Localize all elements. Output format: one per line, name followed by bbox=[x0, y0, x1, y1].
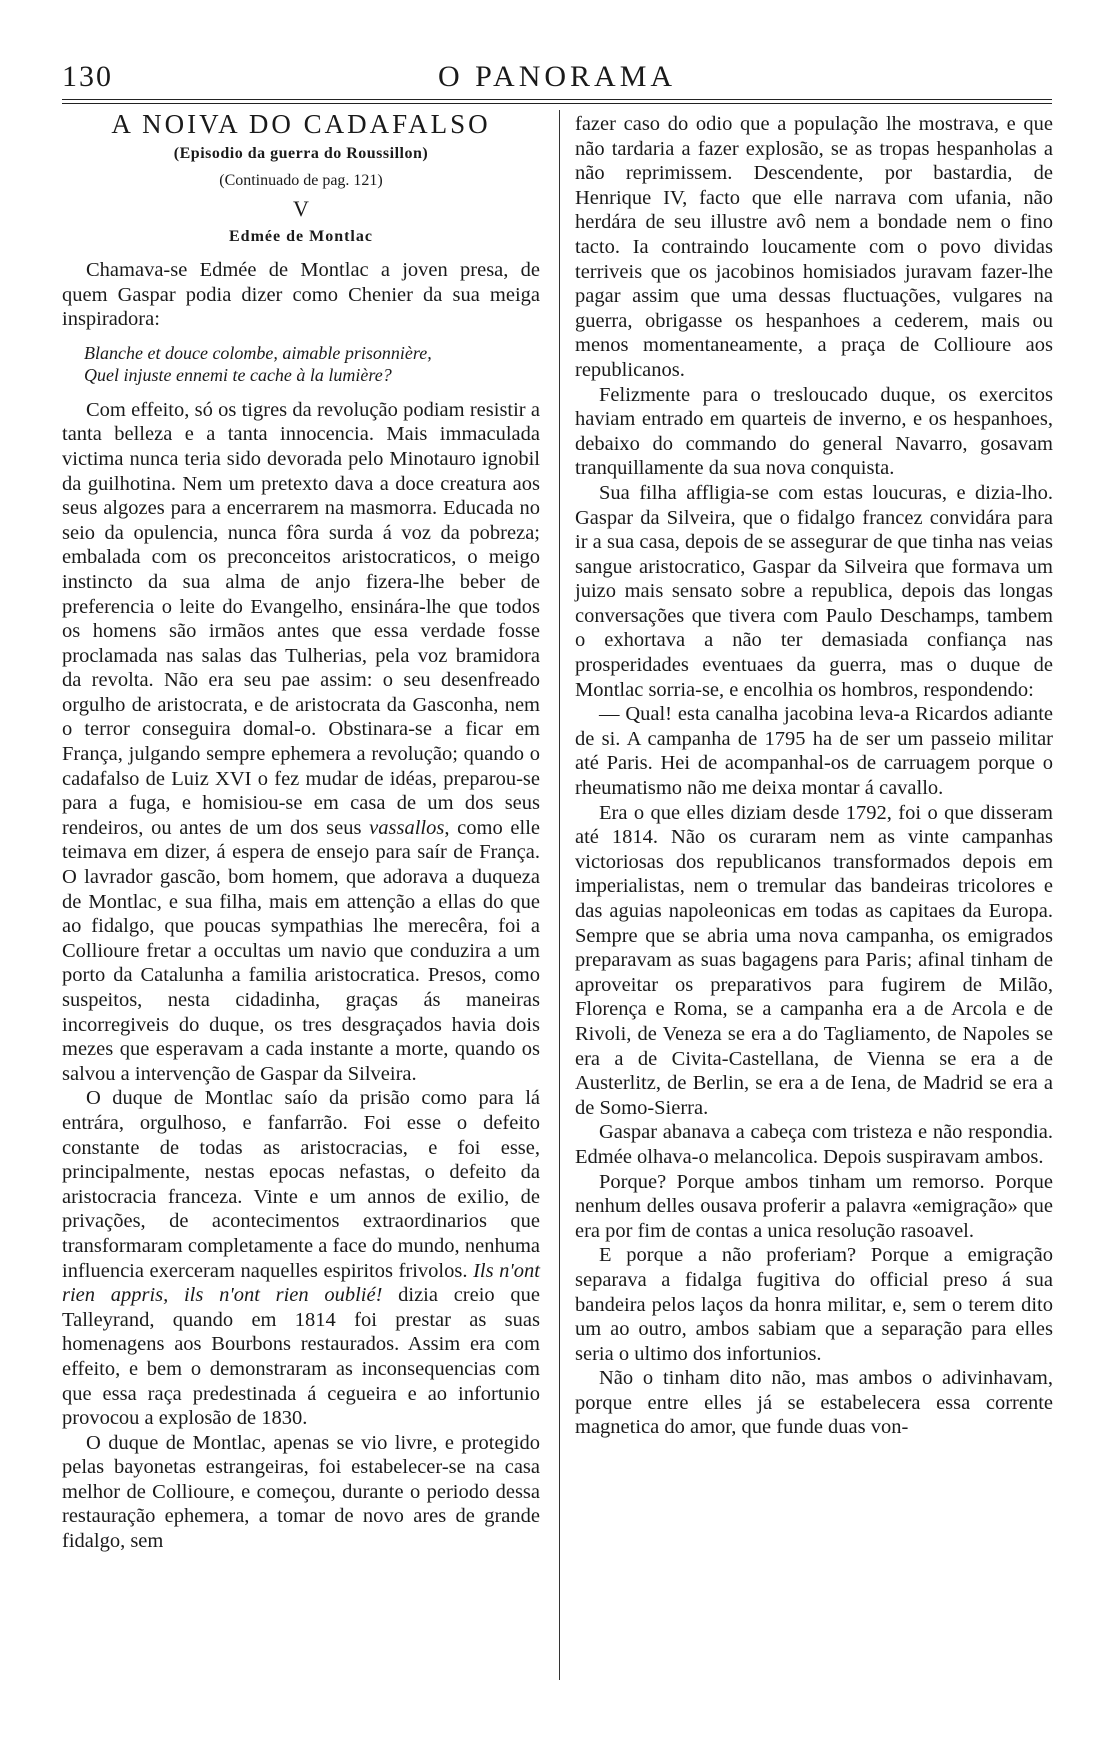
paragraph bbox=[62, 398, 540, 1087]
paragraph: — Qual! esta canalha jacobina leva-a Ricardos adiante de si. A campanha de 1795 ha de ser um passeio militar até Paris. Hei de acompanhal-os de carruagem porque o rheumatismo não me deixa montar á cavallo. bbox=[575, 703, 1053, 800]
header-rule-thin bbox=[62, 103, 1052, 104]
article-subtitle: (Episodio da guerra do Roussillon) bbox=[173, 144, 429, 162]
verse-quote bbox=[84, 342, 540, 386]
paragraph-text: , como elle teimava em dizer, á espera de ensejo para saír de França. O lavrador gascão, bom homem, que adorava a duqueza de Montlac, e sua filha, mais em attenção a ellas do que ao fidalgo, que poucas sympathias lhe merecêra, foi a Collioure fretar a occultas um navio que conduzira a um porto da Catalunha a familia aristocratica. Presos, como suspeitos, nesta cidadinha, graças ás maneiras incorregiveis do duque, os tres desgraçados havia dois mezes que esperavam a cada instante a morte, quando os salvou a intervenção de Gaspar da Silveira. bbox=[62, 816, 540, 1085]
chapter-title: Edmée de Montlac bbox=[229, 228, 373, 246]
paragraph: Era o que elles diziam desde 1792, foi o que disseram até 1814. Não os curaram nem as vinte campanhas victoriosas dos republicanos transformados depois em imperialistas, nem o tremular das bandeiras tricolores e das aguias napoleonicas em todas as capitaes da Europa. Sempre que se abria uma nova campanha, os emigrados preparavam as suas bagagens para Paris; afinal tinham de aproveitar os preparativos para fugirem de Milão, Florença e Roma, se a campanha era a de Arcola e de Rivoli, de Veneza se era a do Tagliamento, de Napoles se era a de Civita-Castellana, de Vienna se era a de Austerlitz, de Berlin, se era a de Iena, de Madrid se era a de Somo-Sierra. bbox=[575, 801, 1053, 1119]
paragraph: Chamava-se Edmée de Montlac a joven presa, de quem Gaspar podia dizer como Chenier da sua meiga inspiradora: bbox=[62, 258, 540, 331]
verse-line: Blanche et douce colombe, aimable prisonnière, bbox=[84, 342, 432, 363]
paragraph: fazer caso do odio que a população lhe mostrava, e que não tardaria a fazer explosão, se as tropas hespanholas a não reprimissem. Descendente, por bastardia, de Henrique IV, facto que elle narrava com ufania, não herdára de seu illustre avô nem a bondade nem o fino tacto. Ia contraindo loucamente com o povo dividas terriveis que os jacobinos homisiados juravam fazer-lhe pagar assim que uma dessas fluctuações, vulgares na guerra, obrigasse os hespanhoes a cederem, mais ou menos momentaneamente, a praça de Collioure aos republicanos. bbox=[575, 113, 1053, 381]
chapter-number: V bbox=[293, 195, 309, 221]
paragraph-text: Com effeito, só os tigres da revolução podiam resistir a tanta belleza e a tanta innocencia. Mais immaculada victima nunca teria sido devorada pelo Minotauro ignobil da guilhotina. Nem um pretexto dava a doce creatura aos seus algozes para a encerrarem na masmorra. Educada no seio da opulencia, nunca fôra surda á voz da pobreza; embalada com os preconceitos aristocraticos, o meigo instincto da sua alma de anjo fizera-lhe beber de preferencia o leite do Evangelho, ensinára-lhe que todos os homens são irmãos antes que essa verdade fosse proclamada nas salas das Tulherias, pela voz bramidora da revolta. Não era seu pae assim: o seu desenfreado orgulho de aristocrata, e de aristocrata da Gasconha, nem o terror conseguira domal-o. Obstinara-se a ficar em França, julgando sempre ephemera a revolução; quando o cadafalso de Luiz XVI o fez mudar de idéas, preparou-se para a fuga, e homisiou-se em casa de um dos seus rendeiros, ou antes de um dos seus bbox=[62, 398, 540, 839]
paragraph: O duque de Montlac, apenas se vio livre, e protegido pelas bayonetas estrangeiras, foi estabelecer-se na casa melhor de Collioure, e começou, durante o periodo dessa restauração ephemera, a tomar de novo ares de grande fidalgo, sem bbox=[62, 1431, 540, 1553]
paragraph: Gaspar abanava a cabeça com tristeza e não respondia. Edmée olhava-o melancolica. Depois suspiravam ambos. bbox=[575, 1121, 1053, 1168]
italic-word: vassallos bbox=[369, 816, 445, 839]
page-header bbox=[62, 60, 1052, 100]
paragraph: Sua filha affligia-se com estas loucuras, e dizia-lho. Gaspar da Silveira, que o fidalgo francez convidára para ir a sua casa, depois de se assegurar de que tinha nas veias sangue aristocratico, Gaspar da Silveira que formava um juizo mais sensato sobre a republica, depois das longas conversações que tivera com Paulo Deschamps, tambem o exhortava a não ter demasiada confiança nas prosperidades eventuaes da guerra, mas o duque de Montlac sorria-se, e encolhia os hombros, respondendo: bbox=[575, 481, 1053, 701]
right-column bbox=[575, 112, 1053, 1440]
paragraph: Não o tinham dito não, mas ambos o adivinhavam, porque entre elles já se estabelecera essa corrente magnetica do amor, que funde duas von- bbox=[575, 1367, 1053, 1439]
paragraph: Porque? Porque ambos tinham um remorso. Porque nenhum delles ousava proferir a palavra «emigração» que era por fim de contas a unica resolução rasoavel. bbox=[575, 1170, 1053, 1242]
paragraph-text: O duque de Montlac saío da prisão como para lá entrára, orgulhoso, e fanfarrão. Foi esse o defeito constante de todas as aristocracias, e foi esse, principalmente, nestas epocas nefastas, o defeito da aristocracia franceza. Vinte e um annos de exilio, de privações, de acontecimentos extraordinarios que transformaram completamente a face do mundo, nenhuma influencia exerceram naquelles espiritos frivolos. bbox=[62, 1087, 540, 1282]
running-title: O PANORAMA bbox=[437, 60, 677, 93]
column-divider bbox=[559, 110, 560, 1680]
italic-quote: Ils n'ont rien appris, ils n'ont rien oublié! bbox=[62, 1259, 540, 1307]
article-title: A NOIVA DO CADAFALSO bbox=[111, 109, 491, 139]
continuation-note: (Continuado de pag. 121) bbox=[219, 172, 383, 190]
page-number: 130 bbox=[62, 60, 113, 93]
paragraph: Felizmente para o tresloucado duque, os exercitos haviam entrado em quarteis de inverno, e os hespanhoes, debaixo do commando do general Navarro, gosavam tranquillamente da sua nova conquista. bbox=[575, 383, 1053, 480]
verse-line: Quel injuste ennemi te cache à la lumière? bbox=[84, 364, 392, 385]
left-column bbox=[62, 109, 540, 1554]
paragraph: E porque a não proferiam? Porque a emigração separava a fidalga fugitiva do official preso á sua bandeira pelos laços da honra militar, e, sem o terem dito um ao outro, ambos sabiam que a separação para elles seria o ultimo dos infortunios. bbox=[575, 1244, 1053, 1365]
paragraph bbox=[62, 1086, 540, 1430]
paragraph-text: dizia creio que Talleyrand, quando em 1814 foi prestar as suas homenagens aos Bourbons restaurados. Assim era com effeito, e bem o demonstraram as inconsequencias com que essa raça predestinada á cegueira e ao infortunio provocou a explosão de 1830. bbox=[62, 1284, 540, 1430]
header-rule bbox=[62, 99, 1052, 100]
